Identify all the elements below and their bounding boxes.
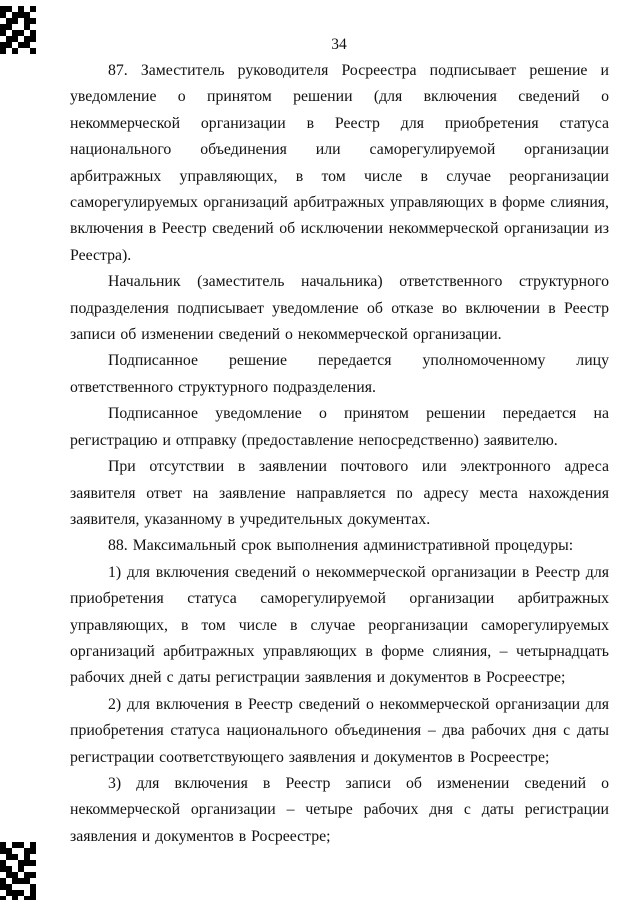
paragraph-87-otsutstvie: При отсутствии в заявлении почтового или электронного адреса заявителя ответ на заявление направляется по адресу места нахождения заявителя, указанному в учредительных документах.: [70, 458, 609, 528]
paragraph-88-item-1: 1) для включения сведений о некоммерческой организации в Реестр для приобретения статуса саморегулируемой организации арбитражных управляющих, в том числе в случае реорганизации саморегулируемых организаций арбитражных управляющих в форме слияния, – четырнадцать рабочих дней с даты регистрации заявления и документов в Росреестре;: [70, 563, 609, 687]
paragraph-88: 88. Максимальный срок выполнения административной процедуры:: [108, 537, 574, 555]
document-body: [70, 58, 609, 850]
paragraph-87-reshenie: Подписанное решение передается уполномоченному лицу ответственного структурного подразделения.: [70, 352, 609, 396]
paragraph-88-item-3: 3) для включения в Реестр записи об изменении сведений о некоммерческой организации – четыре рабочих дня с даты регистрации заявления и документов в Росреестре;: [70, 774, 609, 845]
qr-code-fragment-bottom-icon: [0, 842, 38, 900]
paragraph-87-nachalnik: Начальник (заместитель начальника) ответственного структурного подразделения подписывает уведомление об отказе во включении в Реестр записи об изменении сведений о некоммерческой организации.: [70, 273, 609, 344]
paragraph-88-item-2: 2) для включения в Реестр сведений о некоммерческой организации для приобретения статуса национального объединения – два рабочих дня с даты регистрации соответствующего заявления и документов в Росреестре;: [70, 695, 609, 766]
page-number: 34: [331, 36, 347, 53]
paragraph-87-uvedomlenie: Подписанное уведомление о принятом решении передается на регистрацию и отправку (предоставление непосредственно) заявителю.: [70, 405, 609, 449]
paragraph-87: 87. Заместитель руководителя Росреестра подписывает решение и уведомление о принятом решении (для включения сведений о некоммерческой организации в Реестр для приобретения статуса национального объединения или саморегулируемой организации арбитражных управляющих, в том числе в случае реорганизации саморегулируемых организаций арбитражных управляющих в форме слияния, включения в Реестр сведений об исключении некоммерческой организации из Реестра).: [70, 62, 609, 264]
qr-code-fragment-top-icon: [0, 6, 38, 54]
